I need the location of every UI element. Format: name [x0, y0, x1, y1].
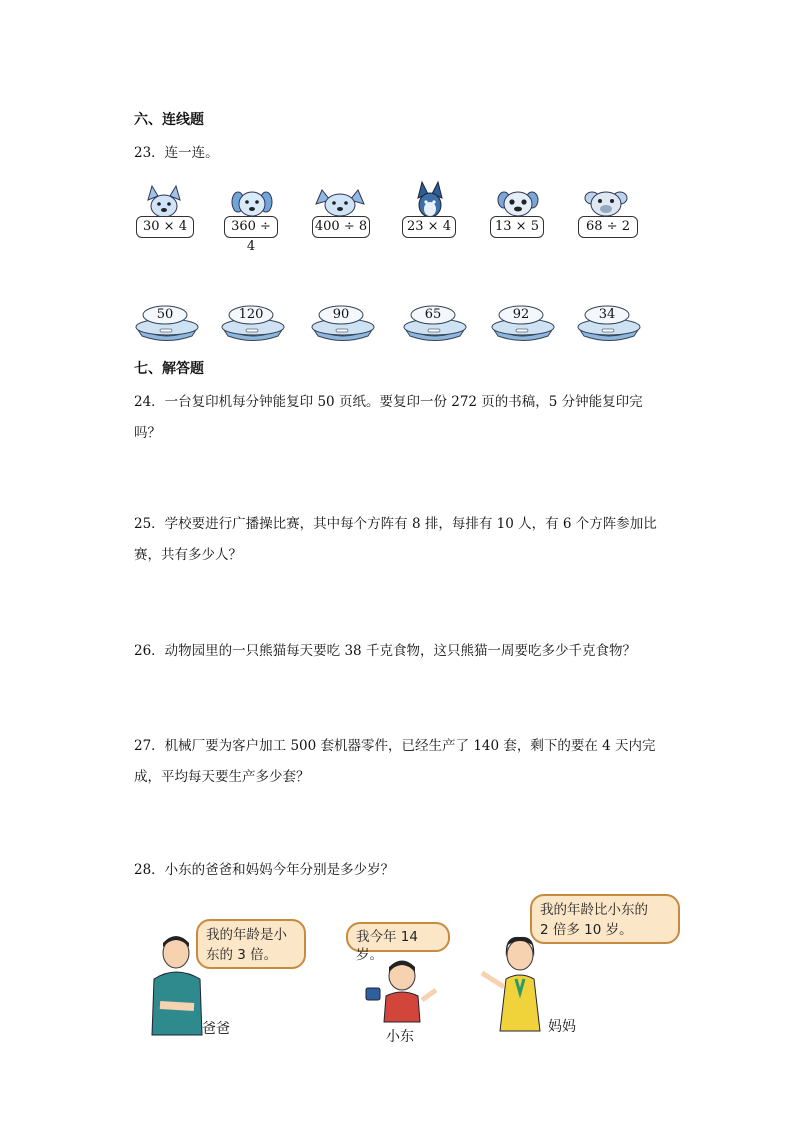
xiaodong-figure-icon [362, 960, 442, 1024]
dad-bubble-line-1: 我的年龄是小 [206, 927, 287, 943]
question-27-line-2: 成，平均每天要生产多少套？ [134, 769, 310, 785]
mom-figure-icon [476, 935, 556, 1043]
question-23: 23．连一连。 [134, 145, 219, 161]
dog-card-1[interactable] [136, 180, 196, 240]
dog-label-5: 13 × 5 [490, 216, 544, 238]
dog-card-4[interactable] [402, 180, 462, 240]
bowl-label-2: 120 [238, 307, 264, 322]
dog-label-4: 23 × 4 [402, 216, 456, 238]
dog-card-3[interactable] [312, 180, 372, 240]
xiaodong-bubble-text: 我今年 14 岁。 [356, 929, 418, 963]
bowl-3[interactable] [310, 305, 380, 345]
mom-caption: 妈妈 [548, 1019, 576, 1035]
xiaodong-speech-bubble [346, 922, 450, 963]
dog-4-icon [402, 180, 458, 220]
dog-label-6: 68 ÷ 2 [578, 216, 638, 238]
bowl-6[interactable] [576, 305, 646, 345]
mom-bubble-line-1: 我的年龄比小东的 [540, 902, 648, 918]
xiaodong-caption: 小东 [386, 1029, 414, 1045]
dog-label-1: 30 × 4 [136, 216, 194, 238]
question-28: 28．小东的爸爸和妈妈今年分别是多少岁？ [134, 862, 395, 878]
bowl-4[interactable] [402, 305, 472, 345]
dog-card-6[interactable] [578, 180, 638, 240]
question-25-line-1: 25．学校要进行广播操比赛，其中每个方阵有 8 排，每排有 10 人，有 6 个方阵参加比 [134, 516, 657, 532]
bowl-label-3: 90 [332, 307, 350, 322]
bowl-label-5: 92 [512, 307, 530, 322]
bowl-2[interactable] [220, 305, 290, 345]
bowl-label-4: 65 [424, 307, 442, 322]
dog-5-icon [490, 180, 550, 220]
question-24-line-2: 吗？ [134, 425, 161, 441]
dog-label-2: 360 ÷ 4 [224, 216, 278, 238]
bowl-1[interactable] [134, 305, 204, 345]
dog-label-3: 400 ÷ 8 [312, 216, 370, 238]
mom-bubble-line-2: 2 倍多 10 岁。 [540, 922, 633, 938]
dog-1-icon [136, 180, 196, 220]
dog-6-icon [578, 180, 638, 220]
section-7-title: 七、解答题 [134, 361, 204, 377]
bowl-5[interactable] [490, 305, 560, 345]
question-26: 26．动物园里的一只熊猫每天要吃 38 千克食物，这只熊猫一周要吃多少千克食物？ [134, 643, 636, 659]
bowl-label-6: 34 [598, 307, 616, 322]
dad-speech-bubble [196, 919, 306, 969]
bowl-label-1: 50 [156, 307, 174, 322]
dad-bubble-line-2: 东的 3 倍。 [206, 947, 278, 963]
question-27-line-1: 27．机械厂要为客户加工 500 套机器零件，已经生产了 140 套，剩下的要在 4 天内完 [134, 738, 656, 754]
dog-3-icon [312, 180, 376, 220]
dog-card-5[interactable] [490, 180, 550, 240]
dad-caption: 爸爸 [202, 1021, 230, 1037]
question-24-line-1: 24．一台复印机每分钟能复印 50 页纸。要复印一份 272 页的书稿，5 分钟能复印完 [134, 394, 643, 410]
dog-2-icon [224, 180, 284, 220]
section-6-title: 六、连线题 [134, 112, 204, 128]
dog-card-2[interactable] [224, 180, 284, 254]
question-25-line-2: 赛，共有多少人？ [134, 547, 242, 563]
